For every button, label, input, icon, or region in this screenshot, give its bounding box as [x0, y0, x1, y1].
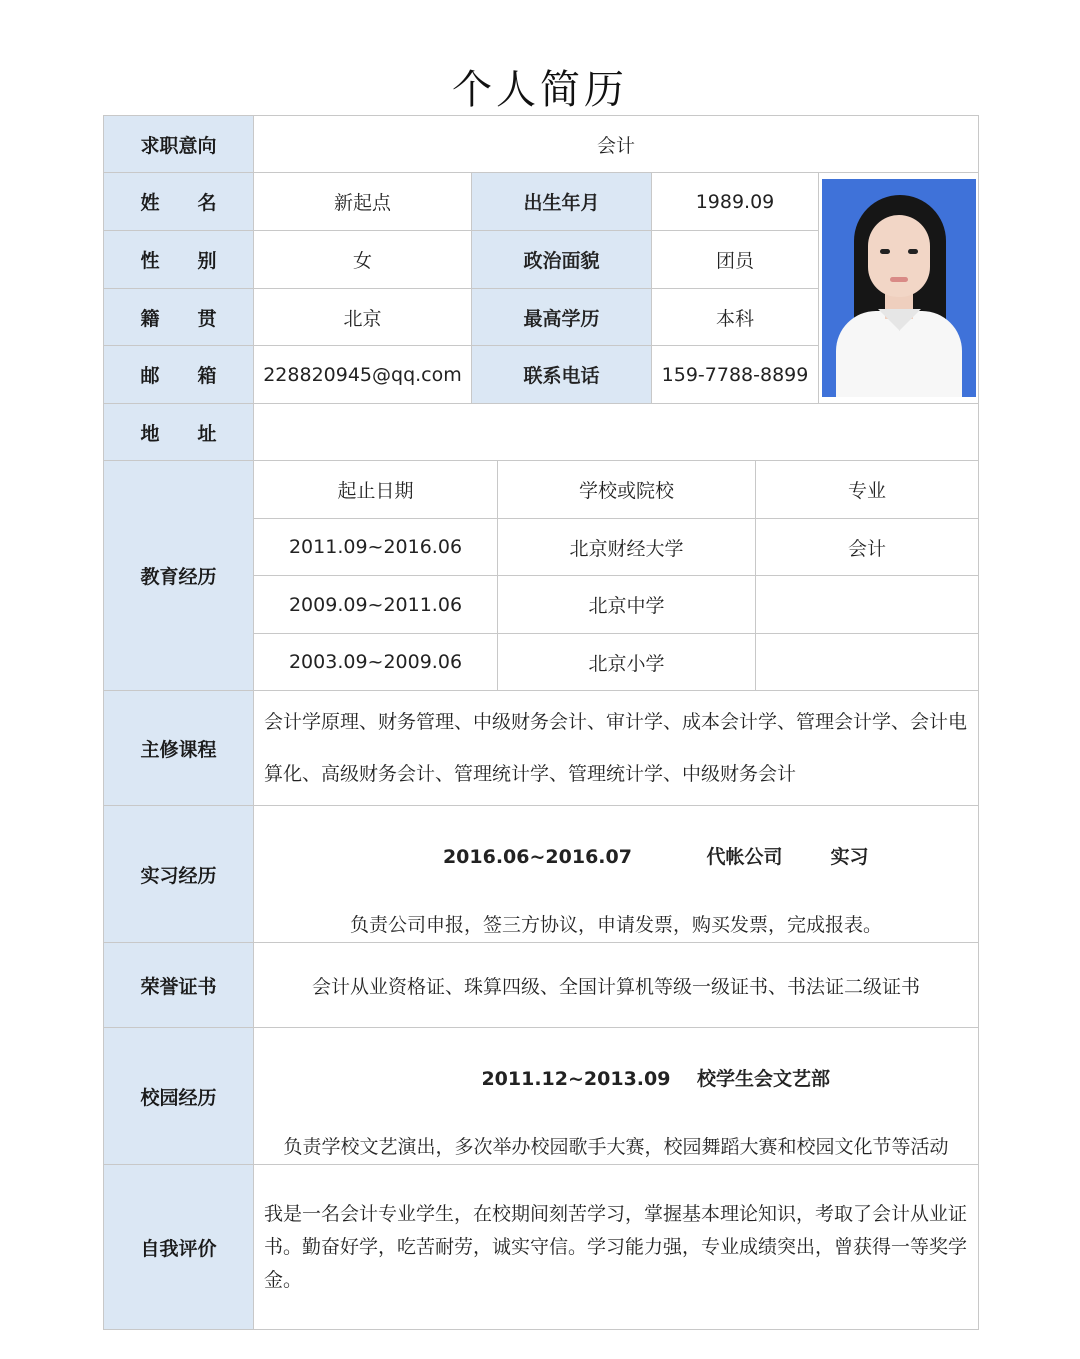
gender-value: 女: [254, 231, 472, 289]
address-value: [254, 404, 979, 461]
political-value: 团员: [652, 231, 819, 289]
education-header-school: 学校或院校: [498, 461, 756, 519]
education-period: 2011.09~2016.06: [254, 519, 498, 576]
education-school: 北京小学: [498, 634, 756, 691]
internship-heading: [254, 806, 978, 908]
campus-heading: [254, 1028, 978, 1130]
honors-row: [104, 943, 979, 1028]
email-value: 228820945@qq.com: [254, 346, 472, 404]
education-header-row: [104, 461, 979, 519]
internship-label: 实习经历: [104, 806, 254, 943]
portrait-photo-icon: [822, 179, 976, 397]
native-value: 北京: [254, 289, 472, 346]
education-level-value: 本科: [652, 289, 819, 346]
courses-line: 会计学原理、财务管理、中级财务会计、审计学、成本会计学、管理会计学、会计电: [264, 711, 968, 733]
education-major: [756, 576, 979, 634]
self-eval-line: 金。: [264, 1268, 303, 1291]
self-eval-line: 我是一名会计专业学生，在校期间刻苦学习，掌握基本理论知识，考取了会计从业证: [264, 1202, 968, 1225]
education-major: [756, 634, 979, 691]
photo-cell: [819, 173, 979, 404]
education-header-major: 专业: [756, 461, 979, 519]
courses-row: [104, 691, 979, 806]
campus-org: 校学生会文艺部: [696, 1068, 830, 1090]
political-label: 政治面貌: [472, 231, 652, 289]
campus-label: 校园经历: [104, 1028, 254, 1165]
education-header-period: 起止日期: [254, 461, 498, 519]
campus-desc: 负责学校文艺演出，多次举办校园歌手大赛，校园舞蹈大赛和校园文化节等活动: [283, 1136, 949, 1158]
self-eval-line: 书。勤奋好学，吃苦耐劳，诚实守信。学习能力强，专业成绩突出，曾获得一等奖学: [264, 1235, 968, 1258]
education-major: 会计: [756, 519, 979, 576]
job-intention-label: 求职意向: [104, 116, 254, 173]
campus-row: [104, 1028, 979, 1165]
internship-desc: 负责公司申报，签三方协议，申请发票，购买发票，完成报表。: [350, 914, 883, 936]
internship-row: [104, 806, 979, 943]
self-eval-row: [104, 1165, 979, 1330]
page-title: 个人简历: [452, 67, 628, 113]
address-row: [104, 404, 979, 461]
education-level-label: 最高学历: [472, 289, 652, 346]
phone-label: 联系电话: [472, 346, 652, 404]
name-value: 新起点: [254, 173, 472, 231]
education-school: 北京财经大学: [498, 519, 756, 576]
email-label: 邮 箱: [104, 346, 254, 404]
internship-role: 实习: [830, 846, 869, 868]
campus-content: [254, 1028, 979, 1165]
honors-label: 荣誉证书: [104, 943, 254, 1028]
internship-period: 2016.06~2016.07: [442, 846, 632, 868]
education-period: 2009.09~2011.06: [254, 576, 498, 634]
internship-company: 代帐公司: [706, 846, 783, 868]
name-label: 姓 名: [104, 173, 254, 231]
native-label: 籍 贯: [104, 289, 254, 346]
education-school: 北京中学: [498, 576, 756, 634]
education-label: 教育经历: [104, 461, 254, 691]
courses-line: 算化、高级财务会计、管理统计学、管理统计学、中级财务会计: [264, 763, 797, 785]
resume-table: [103, 115, 979, 1330]
job-intention-value: 会计: [254, 116, 979, 173]
campus-period: 2011.12~2013.09: [481, 1068, 671, 1090]
internship-content: [254, 806, 979, 943]
gender-label: 性 别: [104, 231, 254, 289]
address-label: 地 址: [104, 404, 254, 461]
courses-label: 主修课程: [104, 691, 254, 806]
self-eval-label: 自我评价: [104, 1165, 254, 1330]
birth-value: 1989.09: [652, 173, 819, 231]
self-eval-content: [254, 1165, 979, 1330]
phone-value: 159-7788-8899: [652, 346, 819, 404]
courses-content: [254, 691, 979, 806]
education-period: 2003.09~2009.06: [254, 634, 498, 691]
job-intention-row: [104, 116, 979, 173]
name-row: [104, 173, 979, 231]
birth-label: 出生年月: [472, 173, 652, 231]
honors-content: 会计从业资格证、珠算四级、全国计算机等级一级证书、书法证二级证书: [254, 943, 979, 1028]
